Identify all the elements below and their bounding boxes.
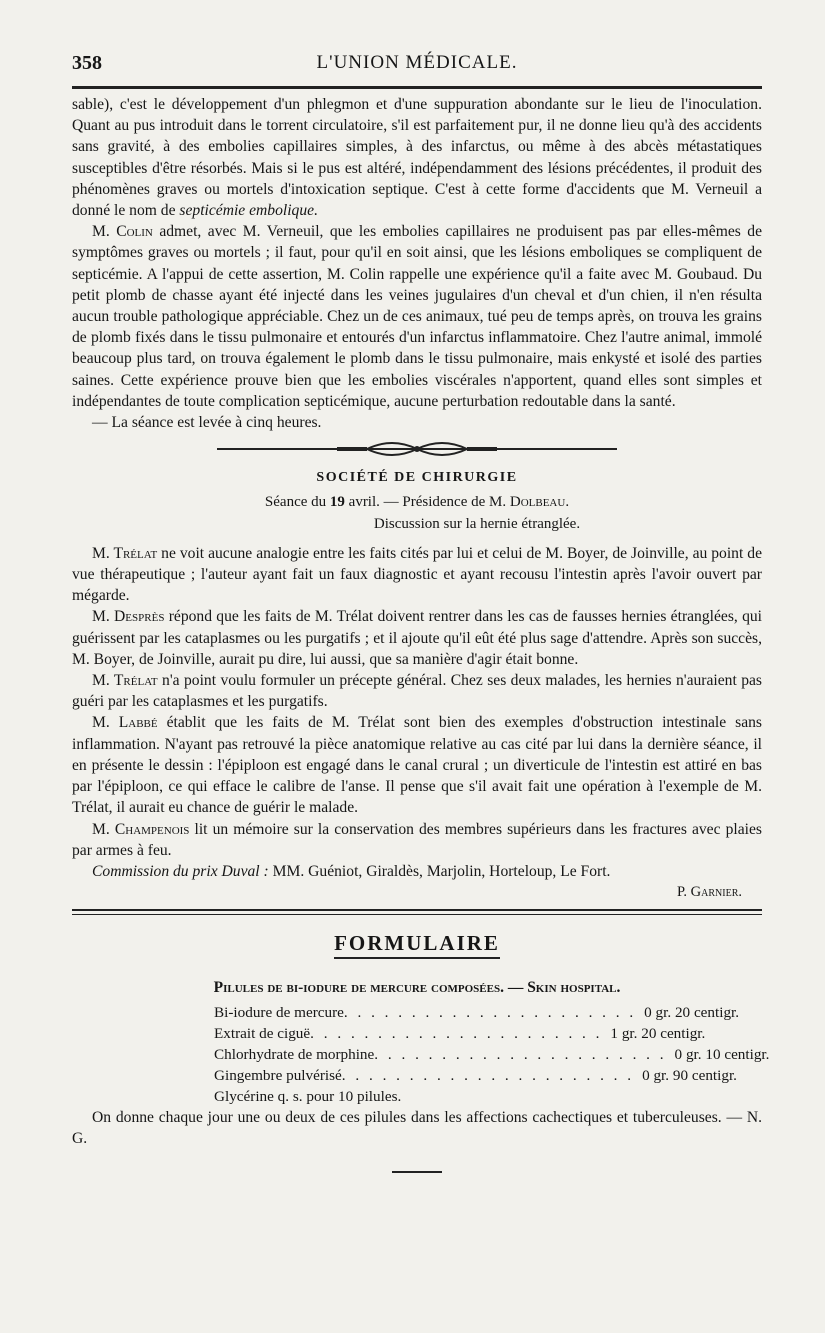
ingredient-row: Bi-iodure de mercure . . . . . . . . . . . . . . . . . . . . . . 0 gr. 20 centigr.: [214, 1003, 740, 1021]
recipe-ingredients: [214, 1002, 770, 1107]
recipe-note: On donne chaque jour une ou deux de ces pilules dans les affections cachectiques et tuberculeuses. — N. G.: [72, 1108, 762, 1147]
commission-line: Commission du prix Duval : MM. Guéniot, Giraldès, Marjolin, Horteloup, Le Fort.: [92, 862, 611, 880]
ingredient-row: Extrait de ciguë . . . . . . . . . . . . . . . . . . . . . . 1 gr. 20 centigr.: [214, 1024, 706, 1042]
ingredient-row: Gingembre pulvérisé . . . . . . . . . . . . . . . . . . . . . . 0 gr. 90 centigr.: [214, 1066, 737, 1084]
speaker-name: M. Labbé: [92, 714, 158, 732]
paragraph-colin: M. Colin admet, avec M. Verneuil, que les embolies capillaires ne produisent pas par elles-mêmes de symptômes graves ou mortels ; il faut, pour qu'il en soit ainsi, que les lésions emboliques se compliquent de septicémie. A l'appui de cette assertion, M. Colin rappelle une expérience qu'il a faite avec M. Goubaud. Du petit plomb de chasse ayant été injecté dans les veines jugulaires d'un cheval et d'un chien, il n'en résulta aucun trouble pathologique appréciable. Chez un de ces animaux, tué peu de temps après, on trouva les grains de plomb fixés dans le tissu pulmonaire et entourés d'un infarctus inflammatoire. Chez l'autre animal, immolé beaucoup plus tard, on trouva également le plomb dans le tissu pulmonaire, mais enkysté et isolé des parties saines. Cette expérience prouve bien que les embolies viscérales n'apportent, quand elles sont simples et indépendantes de toute complication septicémique, aucune perturbation redoutable dans la santé.: [72, 223, 762, 410]
seance-line: Séance du 19 avril. — Présidence de M. Dolbeau.: [264, 494, 570, 511]
recipe-title: Pilules de bi-iodure de mercure composées. — Skin hospital.: [213, 978, 621, 996]
speaker-name: M. Champenois: [92, 820, 190, 838]
paragraph-closing: — La séance est levée à cinq heures.: [92, 414, 322, 432]
ingredient-row: Chlorhydrate de morphine . . . . . . . . . . . . . . . . . . . . . . 0 gr. 10 centigr.: [214, 1045, 770, 1063]
society-title: SOCIÉTÉ DE CHIRURGIE: [316, 470, 518, 486]
header-rule: [72, 86, 762, 89]
paragraph-despres: M. Desprès répond que les faits de M. Trélat doivent rentrer dans les cas de fausses hernies étranglées, qui guérissent par les cataplasmes ou les purgatifs ; et il ajoute qu'il eût été plus sage d'attendre. Après son succès, M. Boyer, de Joinville, aurait pu dire, lui aussi, que sa manière d'agir était bonne.: [72, 608, 762, 668]
speaker-name: M. Colin: [92, 223, 153, 241]
paragraph-labbe: M. Labbé établit que les faits de M. Trélat sont bien des exemples d'obstruction intestinale sans inflammation. N'ayant pas retrouvé la pièce anatomique relative au cas cité par lui dans la dernière séance, il en présente le dessin : l'épiploon est engagé dans le canal crural ; un diverticule de l'intestin est attiré en bas par l'épiploon, ce qui efface le calibre de l'anse. Il pense que s'il avait fait une opération à l'exemple de M. Trélat, il aurait eu chance de guérir le malade.: [72, 714, 762, 817]
glycerine-line: Glycérine q. s. pour 10 pilules.: [214, 1087, 402, 1105]
article-body: [72, 94, 770, 1173]
paragraph-trelat-2: M. Trélat n'a point voulu formuler un précepte général. Chez ses deux malades, les hernies n'auraient pas guéri par les cataplasmes et les purgatifs.: [72, 672, 762, 711]
ornament-svg: [217, 437, 617, 461]
speaker-name: M. Trélat: [92, 672, 158, 690]
speaker-name: M. Trélat: [92, 544, 158, 562]
speaker-name: M. Desprès: [92, 608, 165, 626]
italic-term: septicémie embolique: [179, 202, 315, 220]
signature: P. Garnier.: [676, 884, 742, 901]
section-double-rule: [72, 909, 762, 915]
paragraph-trelat-1: M. Trélat ne voit aucune analogie entre les faits cités par lui et celui de M. Boyer, de Joinville, au point de vue thérapeutique ; l'auteur ayant fait un faux diagnostic et ayant recousu l'intestin après l'avoir ouvert par mégarde.: [72, 544, 763, 605]
paragraph-champenois: M. Champenois lit un mémoire sur la conservation des membres supérieurs dans les fractures avec plaies par armes à feu.: [72, 820, 762, 859]
running-title: L'UNION MÉDICALE.: [316, 52, 518, 73]
end-rule: [392, 1171, 442, 1173]
formulaire-title: FORMULAIRE: [72, 933, 762, 958]
ornament-divider: [72, 437, 762, 461]
page-header: [72, 52, 762, 82]
page-number: 358: [72, 52, 102, 74]
discussion-subtitle: Discussion sur la hernie étranglée.: [373, 515, 581, 532]
paragraph-continuation: sable), c'est le développement d'un phlegmon et d'une suppuration abondante sur le lieu de l'inoculation. Quant au pus introduit dans le torrent circulatoire, s'il est parfaitement pur, il ne donne lieu qu'à des accidents sans gravité, à des embolies capillaires simples, à des infarctus, ou même à des abcès métastatiques susceptibles d'être résorbés. Mais si le pus est altéré, indépendamment des lésions précédentes, il produit des phénomènes graves ou mortels d'intoxication septique. C'est à cette forme d'accidents que M. Verneuil a donné le nom de septicémie embolique.: [72, 96, 762, 220]
